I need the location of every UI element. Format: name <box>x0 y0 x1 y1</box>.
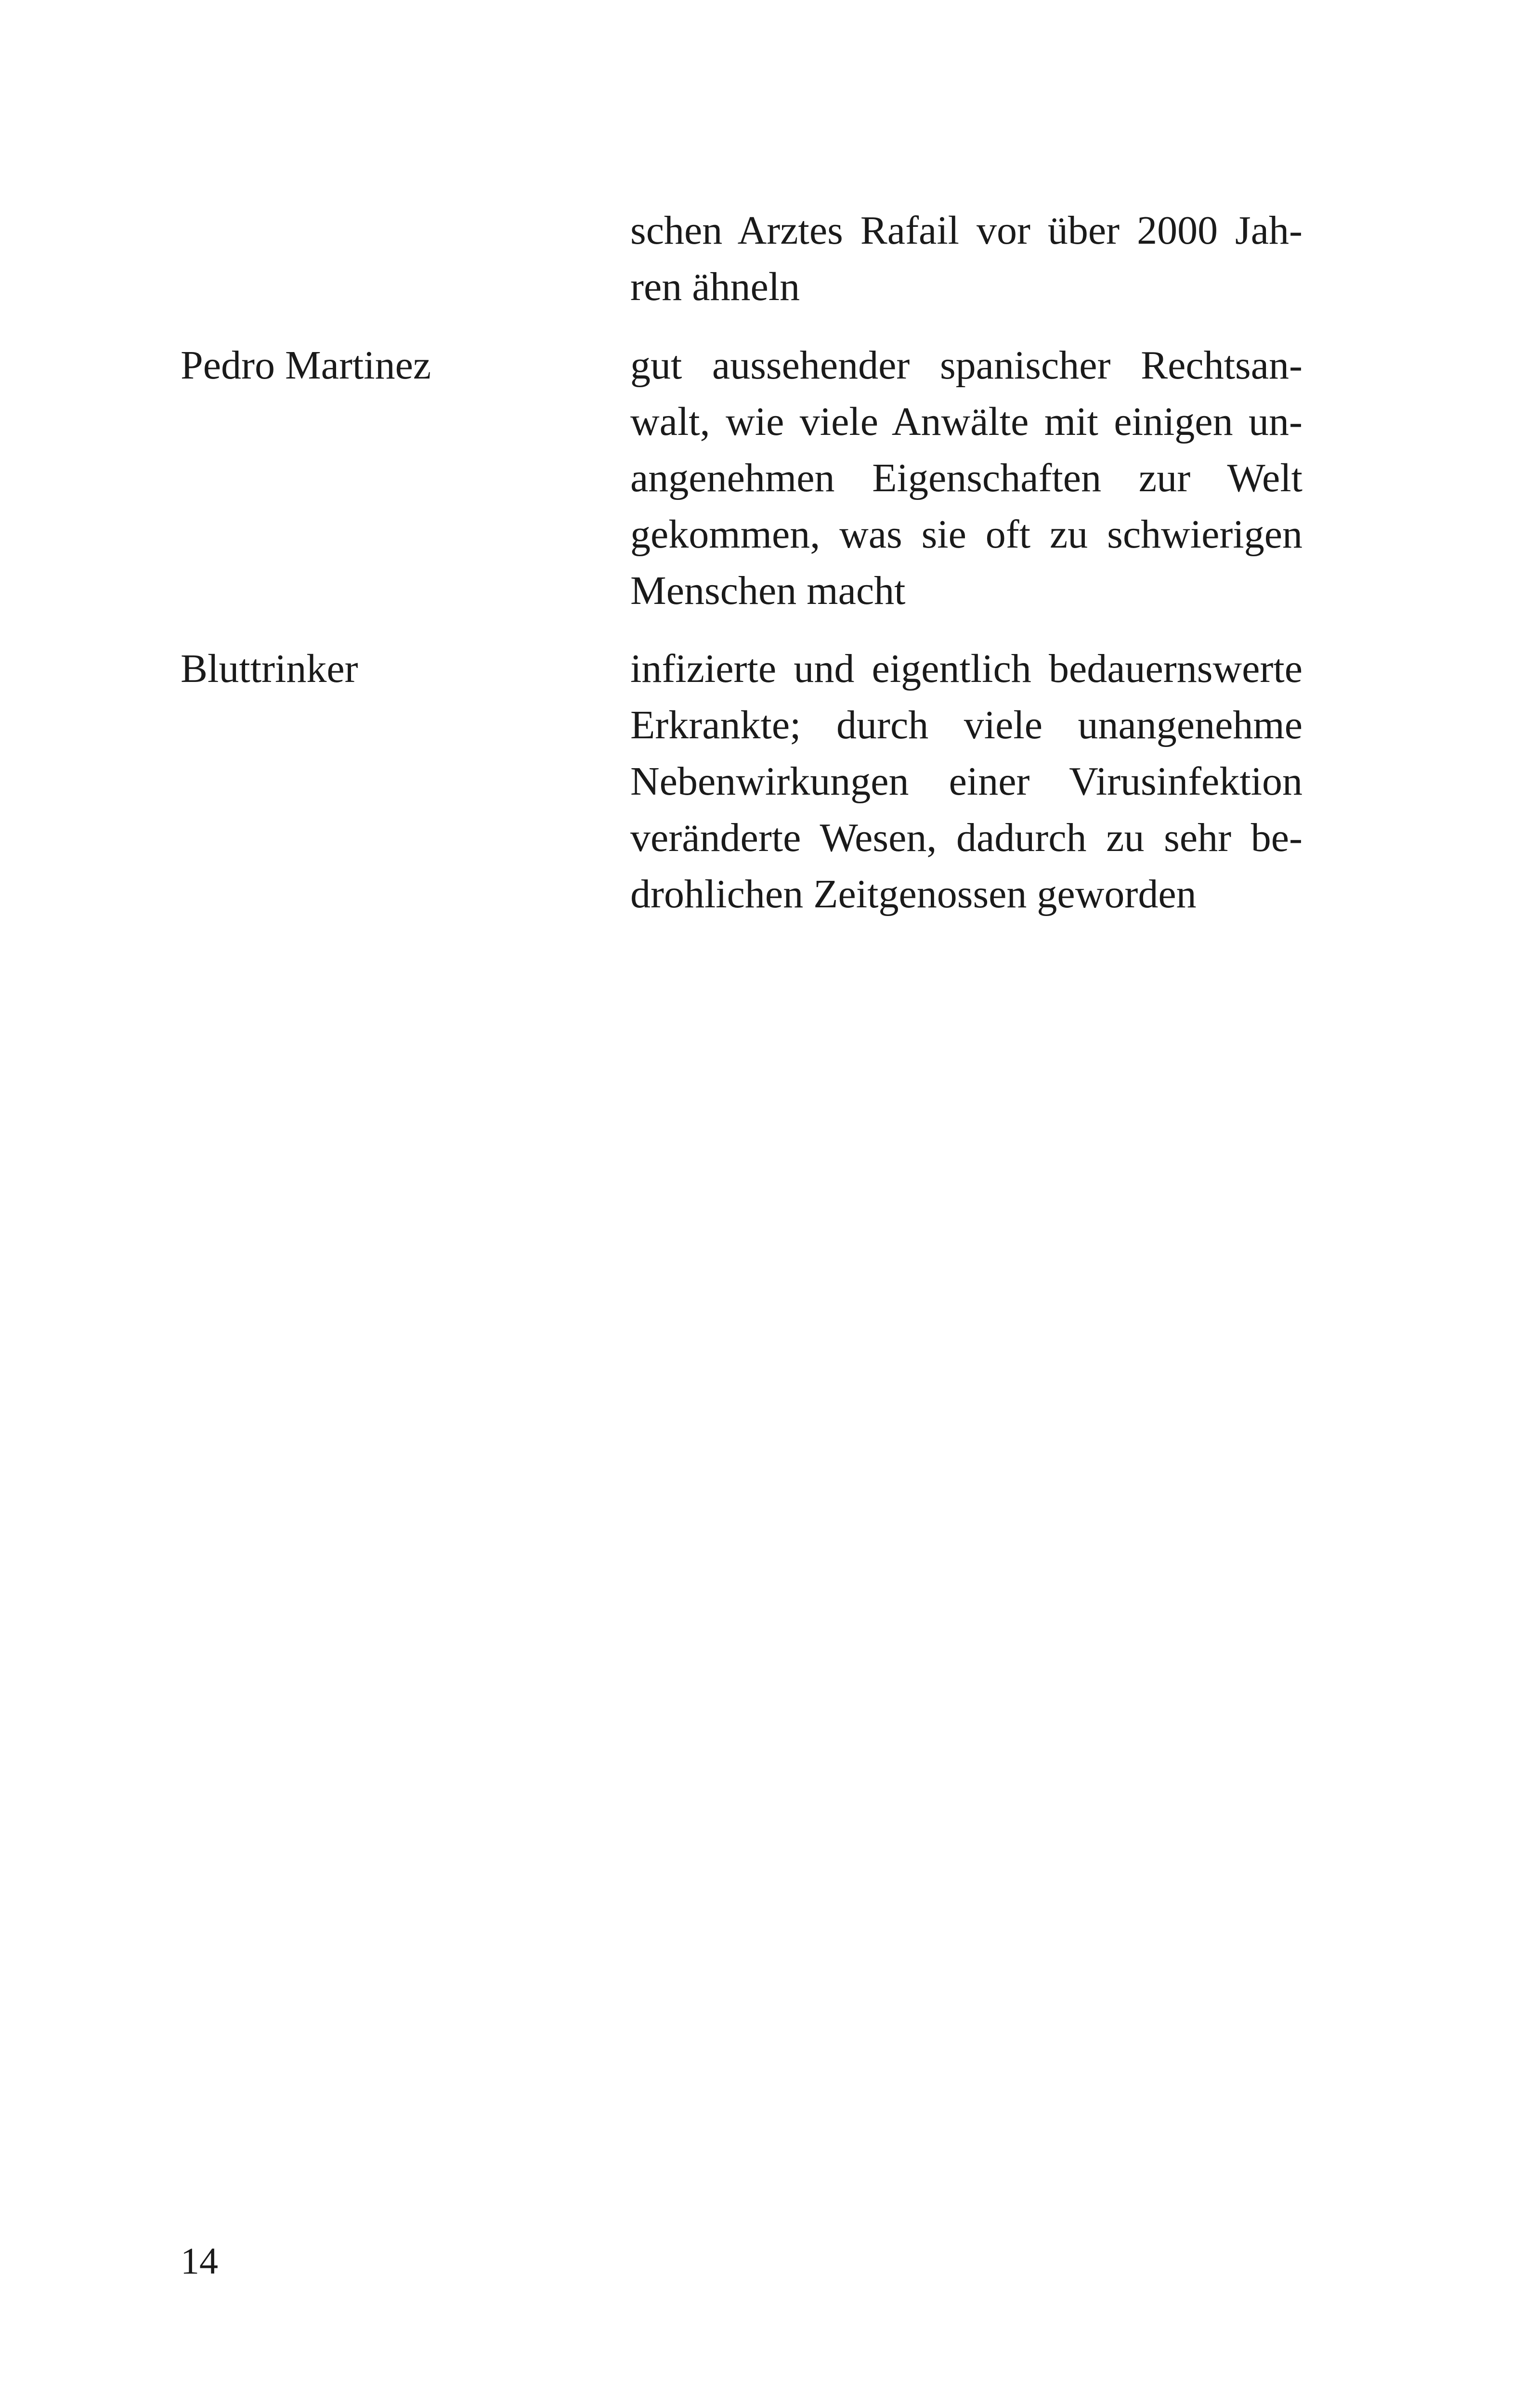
entry-term: Pedro Martinez <box>181 343 431 388</box>
description-line: ren ähneln <box>630 264 800 309</box>
entry-description <box>630 641 1303 922</box>
description-line: drohlichen Zeitgenossen geworden <box>630 872 1197 916</box>
entry-term: Bluttrinker <box>181 646 358 691</box>
description-line: Nebenwirkungen einer Virusinfektion <box>630 759 1303 804</box>
description-line: gut aussehender spanischer Rechtsan- <box>630 343 1303 388</box>
description-line: angenehmen Eigenschaften zur Welt <box>630 456 1303 500</box>
description-line: Menschen macht <box>630 568 906 613</box>
description-line: walt, wie viele Anwälte mit einigen un- <box>630 399 1303 444</box>
description-line: schen Arztes Rafail vor über 2000 Jah- <box>630 208 1303 253</box>
description-line: veränderte Wesen, dadurch zu sehr be- <box>630 815 1303 860</box>
description-line: infizierte und eigentlich bedauernswerte <box>630 646 1303 691</box>
entry-description <box>630 202 1303 315</box>
page-number: 14 <box>181 2240 218 2282</box>
description-line: gekommen, was sie oft zu schwierigen <box>630 512 1303 557</box>
entry-description <box>630 337 1303 619</box>
description-line: Erkrankte; durch viele unangenehme <box>630 703 1303 747</box>
